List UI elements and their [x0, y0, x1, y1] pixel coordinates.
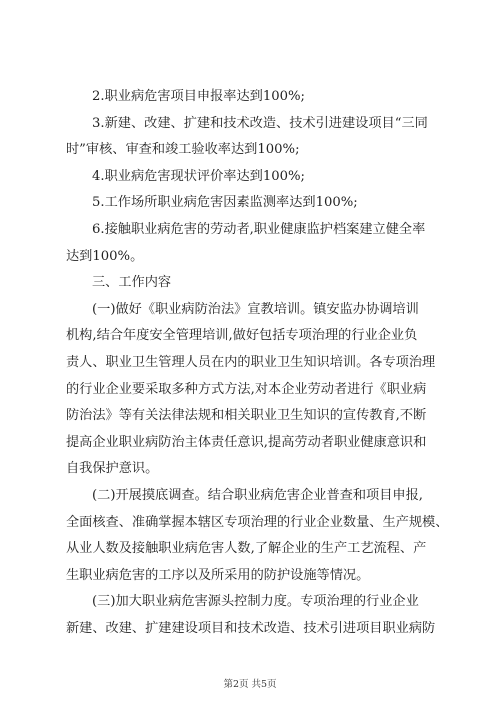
text-line: 的行业企业要采取多种方式方法,对本企业劳动者进行《职业病 [66, 381, 427, 397]
section-heading: 三、工作内容 [92, 275, 172, 291]
text-line: 责人、职业卫生管理人员在内的职业卫生知识培训。各专项治理 [66, 354, 436, 370]
text-line: 提高企业职业病防治主体责任意识,提高劳动者职业健康意识和 [66, 434, 427, 450]
text-line: 2.职业病危害项目申报率达到100%; [92, 89, 305, 104]
text-line: 防治法》等有关法律法规和相关职业卫生知识的宣传教育,不断 [66, 408, 427, 424]
text-line: 达到100%。 [66, 248, 144, 264]
text-line: 生职业病危害的工序以及所采用的防护设施等情况。 [66, 567, 370, 583]
text-line: 从业人数及接触职业病危害人数,了解企业的生产工艺流程、产 [66, 541, 427, 557]
text-line: (一)做好《职业病防治法》宣教培训。镇安监办协调培训 [92, 301, 419, 317]
text-line: (二)开展摸底调查。结合职业病危害企业普查和项目申报, [92, 487, 423, 503]
text-line: 5.工作场所职业病危害因素监测率达到100%; [92, 195, 358, 211]
text-line: 机构,结合年度安全管理培训,做好包括专项治理的行业企业负 [66, 328, 418, 344]
page-number-footer: 第2页 共5页 [223, 679, 277, 690]
text-line: (三)加大职业病危害源头控制力度。专项治理的行业企业 [92, 594, 419, 610]
text-line: 全面核查、准确掌握本辖区专项治理的行业企业数量、生产规模、 [66, 514, 449, 530]
text-line: 时”审核、审查和竣工验收率达到100%; [66, 142, 300, 158]
text-line: 3.新建、改建、扩建和技术改造、技术引进建设项目“三同 [92, 115, 428, 131]
text-line: 4.职业病危害现状评价率达到100%; [92, 168, 305, 184]
text-line: 自我保护意识。 [66, 461, 159, 477]
text-line: 新建、改建、扩建建设项目和技术改造、技术引进项目职业病防 [66, 620, 436, 636]
text-line: 6.接触职业病危害的劳动者,职业健康监护档案建立健全率 [92, 221, 426, 237]
document-body [66, 84, 449, 642]
